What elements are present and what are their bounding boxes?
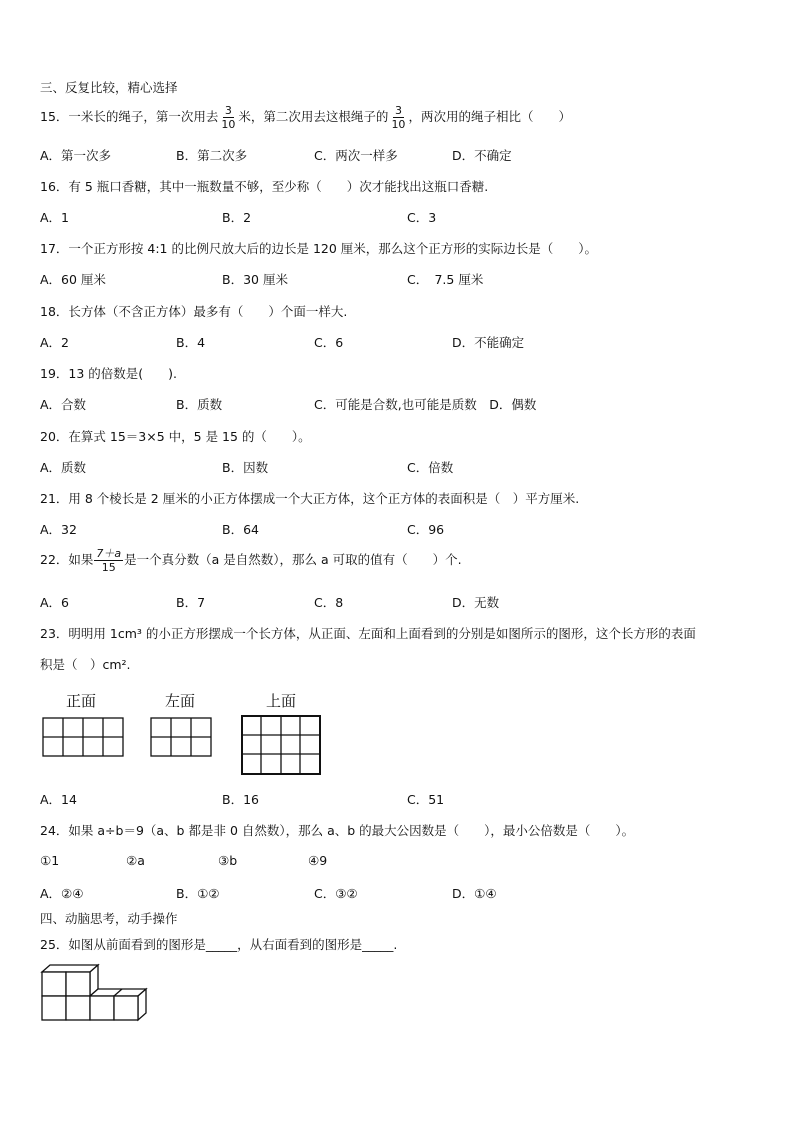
option-c: C．③② (314, 886, 358, 901)
choice-1: ①1 (40, 853, 60, 868)
left-view-label: 左面 (165, 692, 196, 710)
left-view-grid (151, 718, 211, 756)
option-a: A．1 (40, 210, 70, 225)
option-c: C．倍数 (407, 460, 454, 475)
question-22: 22．如果 $\frac{7+a}{15}$ 是一个真分数（a 是自然数），那么 a 可取的值有（ ）个. (40, 547, 462, 574)
front-view-label: 正面 (66, 692, 97, 710)
option-a: A．②④ (40, 886, 84, 901)
question-20: 20．在算式 15＝3×5 中，5 是 15 的（ ）。 (40, 429, 311, 444)
question-23-line2: 积是（ ）cm². (40, 657, 131, 672)
option-b: B．64 (222, 522, 259, 537)
choice-4: ④9 (308, 853, 328, 868)
option-b: B．质数 (176, 397, 223, 412)
option-b: B．4 (176, 335, 206, 350)
option-b: B．7 (176, 595, 206, 610)
question-19: 19．13 的倍数是( ). (40, 366, 178, 381)
question-18: 18．长方体（不含正方体）最多有（ ）个面一样大. (40, 304, 348, 319)
option-c: C．两次一样多 (314, 148, 398, 163)
option-c: C．3 (407, 210, 437, 225)
option-d: D．不确定 (452, 148, 512, 163)
question-24: 24．如果 a÷b＝9（a、b 都是非 0 自然数），那么 a、b 的最大公因数是（ ），最小公倍数是（ ）。 (40, 823, 635, 838)
option-b: B．①② (176, 886, 220, 901)
option-c: C．51 (407, 792, 445, 807)
three-views-figure (40, 714, 330, 778)
option-d: D．无数 (452, 595, 500, 610)
option-b: B．因数 (222, 460, 269, 475)
top-view-label: 上面 (266, 692, 297, 710)
option-b: B．30 厘米 (222, 272, 288, 287)
question-25: 25．如图从前面看到的图形是_____，从右面看到的图形是_____. (40, 937, 398, 952)
option-a: A．14 (40, 792, 77, 807)
section-3-title: 三、反复比较，精心选择 (40, 80, 178, 95)
fraction: $\frac{3}{10}$ (391, 104, 406, 131)
option-c: C．可能是合数,也可能是质数 D．偶数 (314, 397, 537, 412)
choice-3: ③b (218, 853, 238, 868)
option-d: D．①④ (452, 886, 497, 901)
option-a: A．第一次多 (40, 148, 112, 163)
option-b: B．16 (222, 792, 259, 807)
fraction: $\frac{7+a}{15}$ (96, 547, 122, 574)
top-view-grid (242, 716, 320, 774)
cube-stack-figure (38, 962, 150, 1024)
fraction: $\frac{3}{10}$ (221, 104, 236, 131)
option-a: A．32 (40, 522, 77, 537)
option-a: A．6 (40, 595, 70, 610)
question-21: 21．用 8 个棱长是 2 厘米的小正方体摆成一个大正方体，这个正方体的表面积是（ ）平方厘米. (40, 491, 580, 506)
front-view-grid (43, 718, 123, 756)
option-b: B．2 (222, 210, 252, 225)
option-a: A．质数 (40, 460, 87, 475)
option-a: A．合数 (40, 397, 87, 412)
option-c: C．6 (314, 335, 344, 350)
option-d: D．不能确定 (452, 335, 525, 350)
option-c: C．96 (407, 522, 445, 537)
option-a: A．60 厘米 (40, 272, 106, 287)
question-15: 15．一米长的绳子，第一次用去 $\frac{3}{10}$ 米，第二次用去这根绳子的 $\frac{3}{10}$ ，两次用的绳子相比（ ） (40, 104, 571, 131)
option-b: B．第二次多 (176, 148, 248, 163)
question-17: 17．一个正方形按 4:1 的比例尺放大后的边长是 120 厘米，那么这个正方形的实际边长是（ ）。 (40, 241, 598, 256)
option-a: A．2 (40, 335, 70, 350)
question-23-line1: 23．明明用 1cm³ 的小正方形摆成一个长方体，从正面、左面和上面看到的分别是如图所示的图形，这个长方形的表面 (40, 626, 696, 641)
option-c: C．8 (314, 595, 344, 610)
section-4-title: 四、动脑思考，动手操作 (40, 911, 178, 926)
option-c: C． 7.5 厘米 (407, 272, 484, 287)
question-16: 16．有 5 瓶口香糖，其中一瓶数量不够，至少称（ ）次才能找出这瓶口香糖. (40, 179, 489, 194)
choice-2: ②a (126, 853, 145, 868)
